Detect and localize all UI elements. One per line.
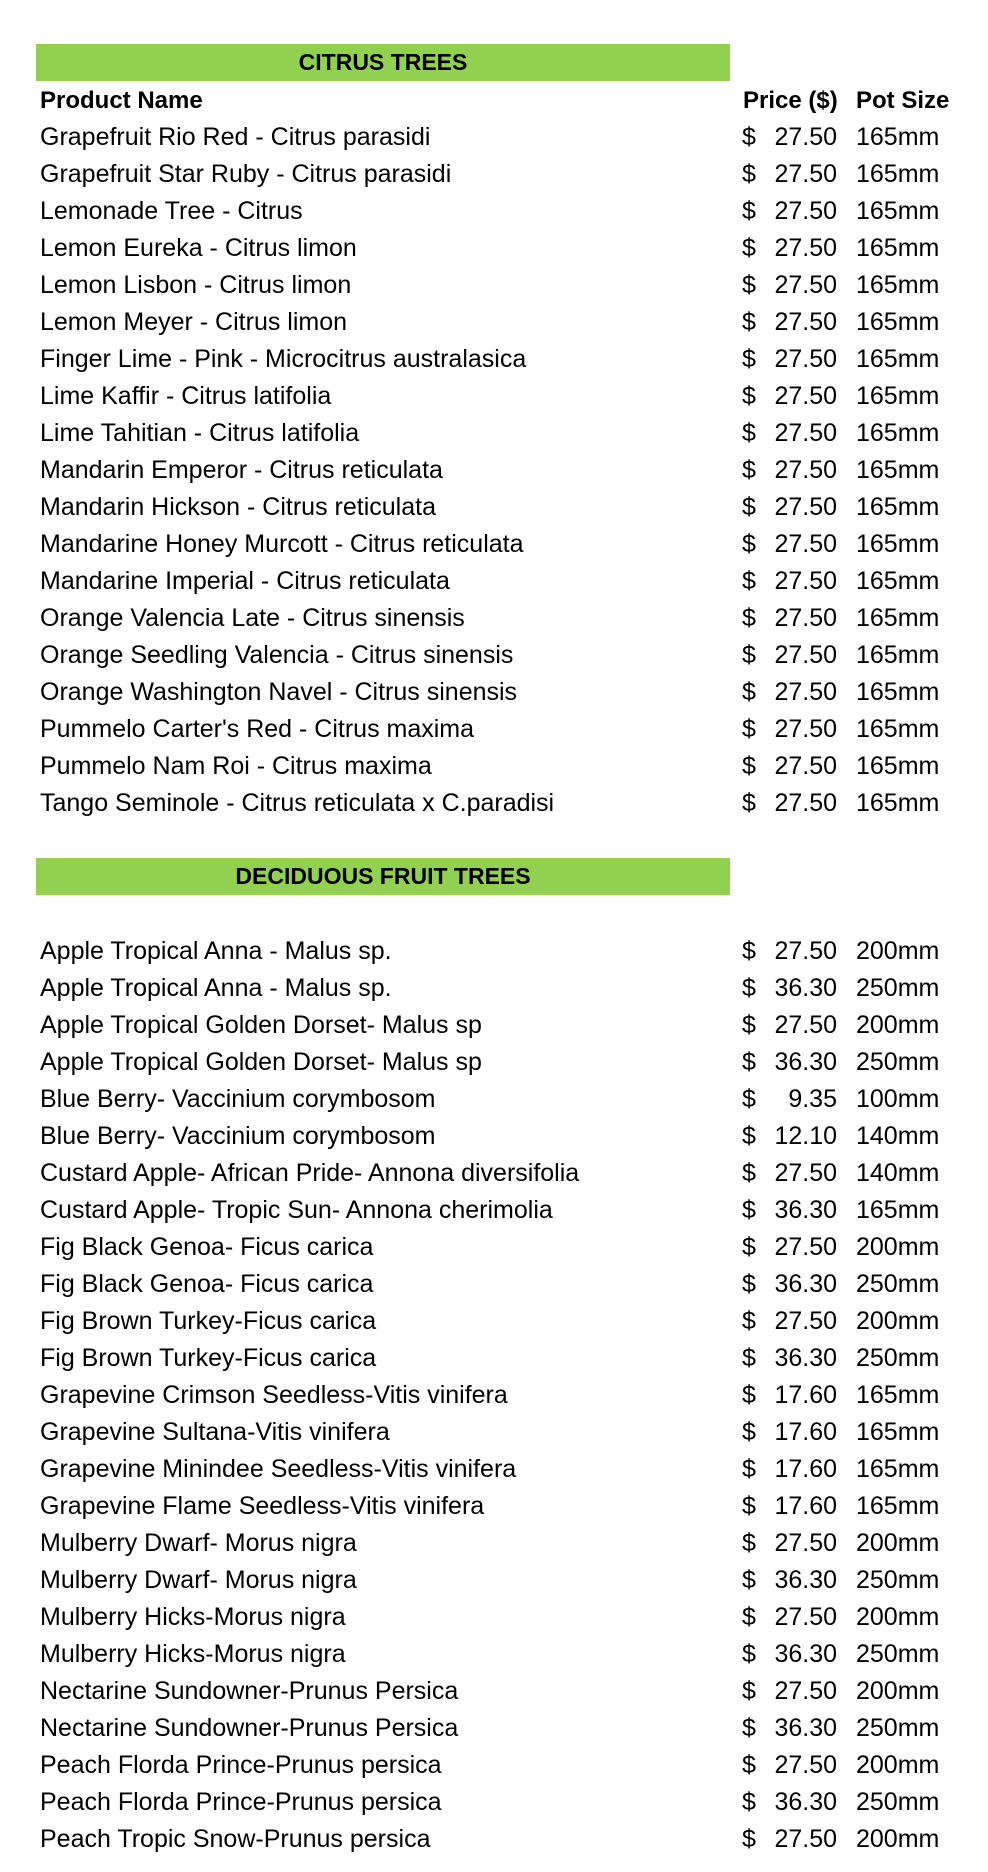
table-row: [0, 1266, 988, 1303]
currency-symbol: $: [742, 345, 756, 373]
table-row: [0, 711, 988, 748]
table-row: [0, 1229, 988, 1266]
table-row: [0, 526, 988, 563]
price-value: 27.50: [774, 1159, 837, 1187]
currency-symbol: $: [742, 456, 756, 484]
price-value: 27.50: [774, 530, 837, 558]
currency-symbol: $: [742, 1233, 756, 1261]
table-row: [0, 267, 988, 304]
product-name: Pummelo Nam Roi - Citrus maxima: [40, 752, 432, 780]
currency-symbol: $: [742, 752, 756, 780]
pot-size: 140mm: [856, 1159, 940, 1187]
product-name: Mandarine Imperial - Citrus reticulata: [40, 567, 450, 595]
pot-size: 165mm: [856, 641, 940, 669]
price-value: 12.10: [774, 1122, 837, 1150]
product-name: Mulberry Hicks-Morus nigra: [40, 1603, 346, 1631]
currency-symbol: $: [742, 1677, 756, 1705]
price-value: 36.30: [774, 1566, 837, 1594]
product-name: Lemonade Tree - Citrus: [40, 197, 303, 225]
currency-symbol: $: [742, 1122, 756, 1150]
table-row: [0, 1155, 988, 1192]
price-value: 27.50: [774, 1307, 837, 1335]
product-name: Blue Berry- Vaccinium corymbosom: [40, 1122, 436, 1150]
pot-size: 200mm: [856, 1529, 940, 1557]
product-name: Fig Black Genoa- Ficus carica: [40, 1270, 374, 1298]
price-value: 27.50: [774, 715, 837, 743]
product-name: Grapevine Minindee Seedless-Vitis vinifera: [40, 1455, 517, 1483]
currency-symbol: $: [742, 789, 756, 817]
pot-size: 165mm: [856, 1196, 940, 1224]
table-row: [0, 563, 988, 600]
table-row: [0, 637, 988, 674]
price-value: 27.50: [774, 308, 837, 336]
price-value: 17.60: [774, 1492, 837, 1520]
section-header-deciduous: DECIDUOUS FRUIT TREES: [36, 858, 730, 895]
currency-symbol: $: [742, 1529, 756, 1557]
pot-size: 165mm: [856, 419, 940, 447]
currency-symbol: $: [742, 1085, 756, 1113]
table-row: [0, 193, 988, 230]
table-row: [0, 1118, 988, 1155]
column-header-product-name: Product Name: [40, 87, 203, 114]
table-row: [0, 489, 988, 526]
currency-symbol: $: [742, 1418, 756, 1446]
currency-symbol: $: [742, 641, 756, 669]
product-name: Mulberry Hicks-Morus nigra: [40, 1640, 346, 1668]
product-name: Blue Berry- Vaccinium corymbosom: [40, 1085, 436, 1113]
currency-symbol: $: [742, 937, 756, 965]
price-value: 17.60: [774, 1455, 837, 1483]
currency-symbol: $: [742, 493, 756, 521]
price-value: 27.50: [774, 752, 837, 780]
product-name: Orange Valencia Late - Citrus sinensis: [40, 604, 465, 632]
price-value: 27.50: [774, 641, 837, 669]
currency-symbol: $: [742, 382, 756, 410]
currency-symbol: $: [742, 1566, 756, 1594]
price-value: 27.50: [774, 1677, 837, 1705]
price-value: 27.50: [774, 1603, 837, 1631]
product-name: Custard Apple- Tropic Sun- Annona cherimolia: [40, 1196, 553, 1224]
price-value: 27.50: [774, 1529, 837, 1557]
currency-symbol: $: [742, 1788, 756, 1816]
price-value: 27.50: [774, 604, 837, 632]
price-value: 27.50: [774, 1825, 837, 1853]
price-value: 17.60: [774, 1381, 837, 1409]
table-row: [0, 1488, 988, 1525]
product-name: Lemon Lisbon - Citrus limon: [40, 271, 352, 299]
price-value: 27.50: [774, 937, 837, 965]
table-row: [0, 452, 988, 489]
product-name: Lime Kaffir - Citrus latifolia: [40, 382, 332, 410]
product-name: Orange Washington Navel - Citrus sinensis: [40, 678, 518, 706]
product-name: Peach Tropic Snow-Prunus persica: [40, 1825, 431, 1853]
column-header-row: [0, 82, 988, 119]
table-row: [0, 1044, 988, 1081]
currency-symbol: $: [742, 1714, 756, 1742]
product-name: Custard Apple- African Pride- Annona diversifolia: [40, 1159, 580, 1187]
currency-symbol: $: [742, 1048, 756, 1076]
table-row: [0, 230, 988, 267]
table-row: [0, 1747, 988, 1784]
price-value: 27.50: [774, 567, 837, 595]
price-value: 36.30: [774, 1714, 837, 1742]
pot-size: 165mm: [856, 678, 940, 706]
table-row: [0, 1340, 988, 1377]
currency-symbol: $: [742, 974, 756, 1002]
currency-symbol: $: [742, 308, 756, 336]
pot-size: 165mm: [856, 530, 940, 558]
pot-size: 165mm: [856, 234, 940, 262]
product-name: Fig Brown Turkey-Ficus carica: [40, 1307, 377, 1335]
pot-size: 165mm: [856, 308, 940, 336]
price-value: 27.50: [774, 1233, 837, 1261]
pot-size: 165mm: [856, 197, 940, 225]
table-row: [0, 1562, 988, 1599]
currency-symbol: $: [742, 530, 756, 558]
currency-symbol: $: [742, 1344, 756, 1372]
product-name: Mandarin Emperor - Citrus reticulata: [40, 456, 443, 484]
price-value: 27.50: [774, 160, 837, 188]
currency-symbol: $: [742, 419, 756, 447]
pot-size: 200mm: [856, 1603, 940, 1631]
table-row: [0, 156, 988, 193]
product-name: Grapevine Sultana-Vitis vinifera: [40, 1418, 390, 1446]
product-name: Orange Seedling Valencia - Citrus sinensis: [40, 641, 514, 669]
product-name: Grapevine Crimson Seedless-Vitis vinifera: [40, 1381, 508, 1409]
pot-size: 165mm: [856, 715, 940, 743]
pot-size: 165mm: [856, 271, 940, 299]
product-name: Grapevine Flame Seedless-Vitis vinifera: [40, 1492, 485, 1520]
pot-size: 250mm: [856, 1344, 940, 1372]
price-value: 36.30: [774, 1196, 837, 1224]
product-name: Lemon Meyer - Citrus limon: [40, 308, 348, 336]
price-value: 27.50: [774, 271, 837, 299]
price-value: 27.50: [774, 197, 837, 225]
currency-symbol: $: [742, 567, 756, 595]
table-row: [0, 304, 988, 341]
price-value: 27.50: [774, 419, 837, 447]
pot-size: 165mm: [856, 345, 940, 373]
product-name: Apple Tropical Golden Dorset- Malus sp: [40, 1011, 482, 1039]
product-name: Tango Seminole - Citrus reticulata x C.paradisi: [40, 789, 555, 817]
pot-size: 250mm: [856, 1566, 940, 1594]
pot-size: 200mm: [856, 1233, 940, 1261]
product-name: Fig Black Genoa- Ficus carica: [40, 1233, 374, 1261]
table-row: [0, 1710, 988, 1747]
product-name: Nectarine Sundowner-Prunus Persica: [40, 1677, 459, 1705]
pot-size: 200mm: [856, 937, 940, 965]
product-name: Finger Lime - Pink - Microcitrus australasica: [40, 345, 527, 373]
pot-size: 165mm: [856, 382, 940, 410]
table-row: [0, 1599, 988, 1636]
table-row: [0, 1414, 988, 1451]
pot-size: 100mm: [856, 1085, 940, 1113]
currency-symbol: $: [742, 715, 756, 743]
pot-size: 250mm: [856, 1640, 940, 1668]
price-value: 36.30: [774, 1788, 837, 1816]
table-row: [0, 1303, 988, 1340]
price-value: 27.50: [774, 493, 837, 521]
price-value: 36.30: [774, 1048, 837, 1076]
currency-symbol: $: [742, 1603, 756, 1631]
pot-size: 250mm: [856, 1270, 940, 1298]
pot-size: 165mm: [856, 1455, 940, 1483]
currency-symbol: $: [742, 123, 756, 151]
pot-size: 250mm: [856, 1714, 940, 1742]
product-name: Grapefruit Rio Red - Citrus parasidi: [40, 123, 431, 151]
currency-symbol: $: [742, 1492, 756, 1520]
pot-size: 165mm: [856, 1381, 940, 1409]
currency-symbol: $: [742, 1011, 756, 1039]
pot-size: 200mm: [856, 1677, 940, 1705]
product-name: Nectarine Sundowner-Prunus Persica: [40, 1714, 459, 1742]
pot-size: 250mm: [856, 1788, 940, 1816]
price-value: 36.30: [774, 1270, 837, 1298]
table-row: [0, 933, 988, 970]
pot-size: 200mm: [856, 1011, 940, 1039]
pot-size: 200mm: [856, 1825, 940, 1853]
table-row: [0, 341, 988, 378]
product-name: Lemon Eureka - Citrus limon: [40, 234, 357, 262]
pot-size: 200mm: [856, 1307, 940, 1335]
currency-symbol: $: [742, 197, 756, 225]
price-value: 27.50: [774, 1751, 837, 1779]
table-row: [0, 1451, 988, 1488]
product-name: Apple Tropical Anna - Malus sp.: [40, 937, 392, 965]
currency-symbol: $: [742, 1455, 756, 1483]
pot-size: 165mm: [856, 456, 940, 484]
pot-size: 165mm: [856, 604, 940, 632]
table-row: [0, 970, 988, 1007]
pot-size: 165mm: [856, 1418, 940, 1446]
table-row: [0, 1007, 988, 1044]
table-row: [0, 1821, 988, 1858]
price-value: 27.50: [774, 345, 837, 373]
price-value: 36.30: [774, 974, 837, 1002]
currency-symbol: $: [742, 160, 756, 188]
product-name: Mulberry Dwarf- Morus nigra: [40, 1566, 357, 1594]
pot-size: 165mm: [856, 123, 940, 151]
product-name: Mulberry Dwarf- Morus nigra: [40, 1529, 357, 1557]
price-value: 27.50: [774, 1011, 837, 1039]
table-row: [0, 415, 988, 452]
table-row: [0, 674, 988, 711]
pot-size: 250mm: [856, 1048, 940, 1076]
currency-symbol: $: [742, 1307, 756, 1335]
currency-symbol: $: [742, 604, 756, 632]
table-row: [0, 1784, 988, 1821]
table-row: [0, 600, 988, 637]
price-value: 9.35: [788, 1085, 837, 1113]
product-name: Mandarin Hickson - Citrus reticulata: [40, 493, 436, 521]
price-value: 27.50: [774, 789, 837, 817]
price-value: 27.50: [774, 456, 837, 484]
product-name: Pummelo Carter's Red - Citrus maxima: [40, 715, 475, 743]
table-row: [0, 1192, 988, 1229]
product-name: Lime Tahitian - Citrus latifolia: [40, 419, 360, 447]
currency-symbol: $: [742, 1159, 756, 1187]
table-row: [0, 785, 988, 822]
product-name: Apple Tropical Anna - Malus sp.: [40, 974, 392, 1002]
pot-size: 250mm: [856, 974, 940, 1002]
pot-size: 200mm: [856, 1751, 940, 1779]
price-value: 36.30: [774, 1344, 837, 1372]
product-name: Apple Tropical Golden Dorset- Malus sp: [40, 1048, 482, 1076]
product-name: Peach Florda Prince-Prunus persica: [40, 1788, 442, 1816]
price-value: 27.50: [774, 678, 837, 706]
pot-size: 165mm: [856, 1492, 940, 1520]
currency-symbol: $: [742, 678, 756, 706]
currency-symbol: $: [742, 1640, 756, 1668]
column-header-price: Price ($): [743, 87, 838, 114]
table-row: [0, 1673, 988, 1710]
product-name: Peach Florda Prince-Prunus persica: [40, 1751, 442, 1779]
currency-symbol: $: [742, 271, 756, 299]
price-value: 36.30: [774, 1640, 837, 1668]
table-row: [0, 1081, 988, 1118]
currency-symbol: $: [742, 1196, 756, 1224]
price-value: 27.50: [774, 123, 837, 151]
currency-symbol: $: [742, 1825, 756, 1853]
pot-size: 165mm: [856, 493, 940, 521]
product-name: Grapefruit Star Ruby - Citrus parasidi: [40, 160, 452, 188]
column-header-pot-size: Pot Size: [856, 87, 950, 114]
price-value: 17.60: [774, 1418, 837, 1446]
table-row: [0, 1636, 988, 1673]
table-row: [0, 1377, 988, 1414]
product-name: Mandarine Honey Murcott - Citrus reticulata: [40, 530, 524, 558]
pot-size: 165mm: [856, 567, 940, 595]
product-name: Fig Brown Turkey-Ficus carica: [40, 1344, 377, 1372]
currency-symbol: $: [742, 1751, 756, 1779]
pot-size: 165mm: [856, 160, 940, 188]
table-row: [0, 119, 988, 156]
currency-symbol: $: [742, 234, 756, 262]
price-value: 27.50: [774, 234, 837, 262]
currency-symbol: $: [742, 1381, 756, 1409]
pot-size: 140mm: [856, 1122, 940, 1150]
currency-symbol: $: [742, 1270, 756, 1298]
section-header-citrus: CITRUS TREES: [36, 44, 730, 81]
table-row: [0, 748, 988, 785]
pot-size: 165mm: [856, 752, 940, 780]
table-row: [0, 378, 988, 415]
table-row: [0, 1525, 988, 1562]
price-value: 27.50: [774, 382, 837, 410]
pot-size: 165mm: [856, 789, 940, 817]
